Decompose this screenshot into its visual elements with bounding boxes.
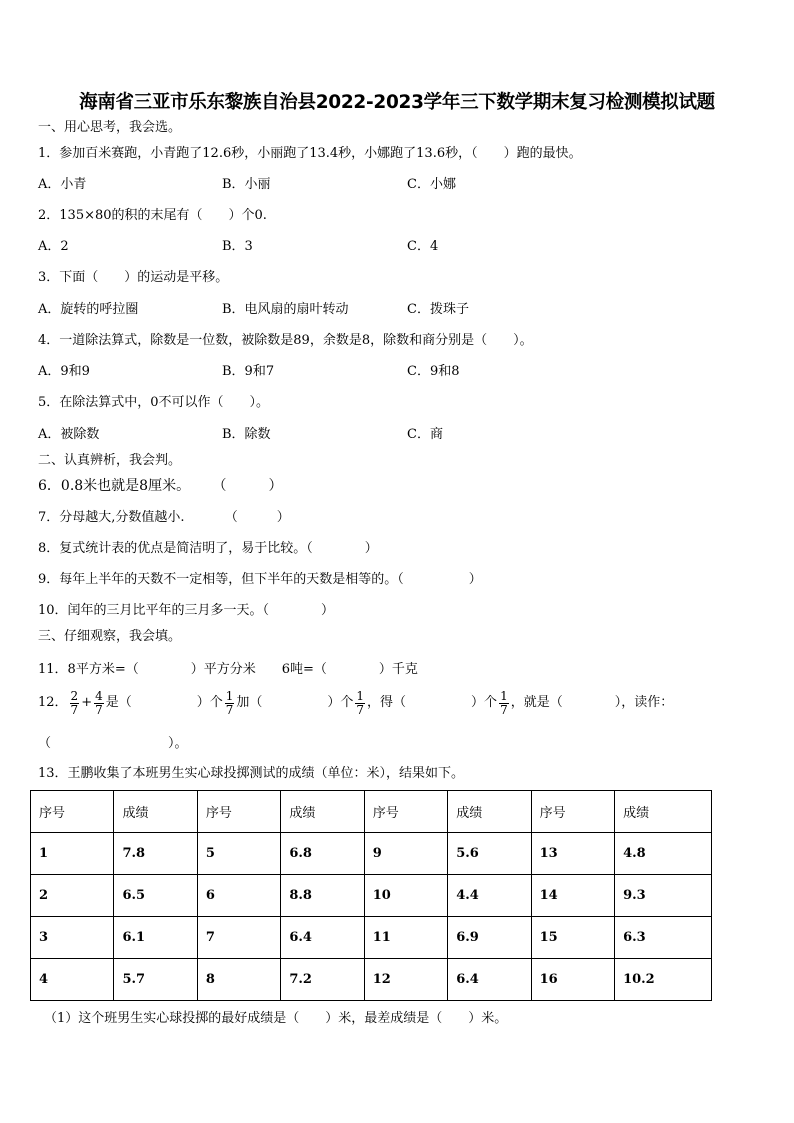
q4-option-c: C．9和8 bbox=[407, 364, 460, 379]
table-cell: 1 bbox=[31, 833, 114, 875]
table-cell: 16 bbox=[531, 959, 614, 1001]
q12-number: 12． bbox=[38, 695, 68, 710]
table-row bbox=[31, 833, 712, 875]
table-cell: 6.1 bbox=[114, 917, 197, 959]
question-7 bbox=[38, 509, 290, 527]
q12-text-2: 加（ ）个 bbox=[236, 695, 354, 710]
header-cell: 序号 bbox=[364, 791, 447, 833]
q6-statement: 6．0.8米也就是8厘米。 bbox=[38, 478, 191, 494]
fraction-4-7: $\frac{4}{7}$ bbox=[95, 688, 103, 717]
plus-sign: + bbox=[81, 695, 93, 710]
table-cell: 9.3 bbox=[615, 875, 712, 917]
table-cell: 6 bbox=[197, 875, 280, 917]
q12-text-4: ，就是（ ），读作： bbox=[510, 695, 674, 710]
table-cell: 6.3 bbox=[615, 917, 712, 959]
section-heading-2: 二、认真辨析，我会判。 bbox=[38, 453, 182, 468]
table-cell: 6.9 bbox=[448, 917, 531, 959]
q4-option-b: B．9和7 bbox=[222, 364, 275, 379]
table-row bbox=[31, 875, 712, 917]
table-cell: 6.5 bbox=[114, 875, 197, 917]
table-cell: 4 bbox=[31, 959, 114, 1001]
q3-option-b: B．电风扇的扇叶转动 bbox=[222, 302, 349, 317]
q2-option-a: A．2 bbox=[38, 239, 69, 254]
q2-option-b: B．3 bbox=[222, 239, 253, 254]
table-cell: 6.4 bbox=[448, 959, 531, 1001]
table-cell: 3 bbox=[31, 917, 114, 959]
question-13-part-1: （1）这个班男生实心球投掷的最好成绩是（ ）米，最差成绩是（ ）米。 bbox=[44, 1011, 508, 1026]
question-5: 5．在除法算式中，0不可以作（ ）。 bbox=[38, 395, 270, 410]
table-cell: 8 bbox=[197, 959, 280, 1001]
question-9: 9．每年上半年的天数不一定相等，但下半年的天数是相等的。（ ） bbox=[38, 572, 482, 587]
page-title: 海南省三亚市乐东黎族自治县2022-2023学年三下数学期末复习检测模拟试题 bbox=[79, 92, 715, 113]
table-cell: 6.8 bbox=[281, 833, 364, 875]
question-2: 2．135×80的积的末尾有（ ）个0. bbox=[38, 208, 267, 223]
q1-option-a: A．小青 bbox=[38, 177, 87, 192]
q5-option-b: B．除数 bbox=[222, 427, 271, 442]
table-cell: 7 bbox=[197, 917, 280, 959]
q6-answer-blank: （ ） bbox=[212, 478, 283, 494]
question-1: 1．参加百米赛跑，小青跑了12.6秒，小丽跑了13.4秒，小娜跑了13.6秒，（ ）跑的最快。 bbox=[38, 146, 582, 161]
table-cell: 10 bbox=[364, 875, 447, 917]
header-cell: 成绩 bbox=[114, 791, 197, 833]
q3-option-c: C．拨珠子 bbox=[407, 302, 469, 317]
table-cell: 14 bbox=[531, 875, 614, 917]
header-cell: 序号 bbox=[531, 791, 614, 833]
table-cell: 4.8 bbox=[615, 833, 712, 875]
q12-reading-blank: （ ）。 bbox=[38, 736, 188, 751]
table-cell: 5.6 bbox=[448, 833, 531, 875]
table-cell: 5 bbox=[197, 833, 280, 875]
q12-text-3: ，得（ ）个 bbox=[367, 695, 498, 710]
q7-statement: 7．分母越大,分数值越小. bbox=[38, 510, 185, 525]
question-3: 3．下面（ ）的运动是平移。 bbox=[38, 270, 229, 285]
question-12 bbox=[38, 688, 673, 718]
question-10: 10．闰年的三月比平年的三月多一天。（ ） bbox=[38, 603, 335, 618]
question-4: 4．一道除法算式，除数是一位数，被除数是89，余数是8，除数和商分别是（ ）。 bbox=[38, 333, 533, 348]
scores-table bbox=[30, 790, 712, 1001]
table-cell: 13 bbox=[531, 833, 614, 875]
q7-answer-blank: （ ） bbox=[224, 510, 290, 525]
fraction-1-7-a: $\frac{1}{7}$ bbox=[225, 688, 234, 717]
header-cell: 成绩 bbox=[448, 791, 531, 833]
table-row bbox=[31, 917, 712, 959]
section-heading-3: 三、仔细观察，我会填。 bbox=[38, 629, 182, 644]
header-cell: 成绩 bbox=[281, 791, 364, 833]
fraction-1-7-b: $\frac{1}{7}$ bbox=[356, 688, 365, 717]
table-cell: 6.4 bbox=[281, 917, 364, 959]
table-cell: 12 bbox=[364, 959, 447, 1001]
table-cell: 7.2 bbox=[281, 959, 364, 1001]
table-cell: 7.8 bbox=[114, 833, 197, 875]
table-cell: 5.7 bbox=[114, 959, 197, 1001]
q1-option-c: C．小娜 bbox=[407, 177, 456, 192]
q4-option-a: A．9和9 bbox=[38, 364, 90, 379]
q5-option-a: A．被除数 bbox=[38, 427, 100, 442]
table-cell: 15 bbox=[531, 917, 614, 959]
table-cell: 2 bbox=[31, 875, 114, 917]
fraction-2-7: $\frac{2}{7}$ bbox=[70, 688, 79, 717]
question-6 bbox=[38, 477, 283, 495]
table-cell: 9 bbox=[364, 833, 447, 875]
q3-option-a: A．旋转的呼拉圈 bbox=[38, 302, 139, 317]
question-8: 8．复式统计表的优点是简洁明了，易于比较。（ ） bbox=[38, 541, 378, 556]
table-header-row bbox=[31, 791, 712, 833]
table-row bbox=[31, 959, 712, 1001]
fraction-1-7-c: $\frac{1}{7}$ bbox=[500, 688, 508, 717]
question-11: 11．8平方米=（ ）平方分米 6吨=（ ）千克 bbox=[38, 662, 418, 677]
table-cell: 8.8 bbox=[281, 875, 364, 917]
q5-option-c: C．商 bbox=[407, 427, 443, 442]
q1-option-b: B．小丽 bbox=[222, 177, 271, 192]
header-cell: 成绩 bbox=[615, 791, 712, 833]
question-13: 13．王鹏收集了本班男生实心球投掷测试的成绩（单位：米），结果如下。 bbox=[38, 766, 465, 781]
table-cell: 11 bbox=[364, 917, 447, 959]
q12-text-1: 是（ ）个 bbox=[105, 695, 223, 710]
header-cell: 序号 bbox=[197, 791, 280, 833]
header-cell: 序号 bbox=[31, 791, 114, 833]
q2-option-c: C．4 bbox=[407, 239, 439, 254]
table-cell: 10.2 bbox=[615, 959, 712, 1001]
section-heading-1: 一、用心思考，我会选。 bbox=[38, 120, 182, 135]
table-cell: 4.4 bbox=[448, 875, 531, 917]
